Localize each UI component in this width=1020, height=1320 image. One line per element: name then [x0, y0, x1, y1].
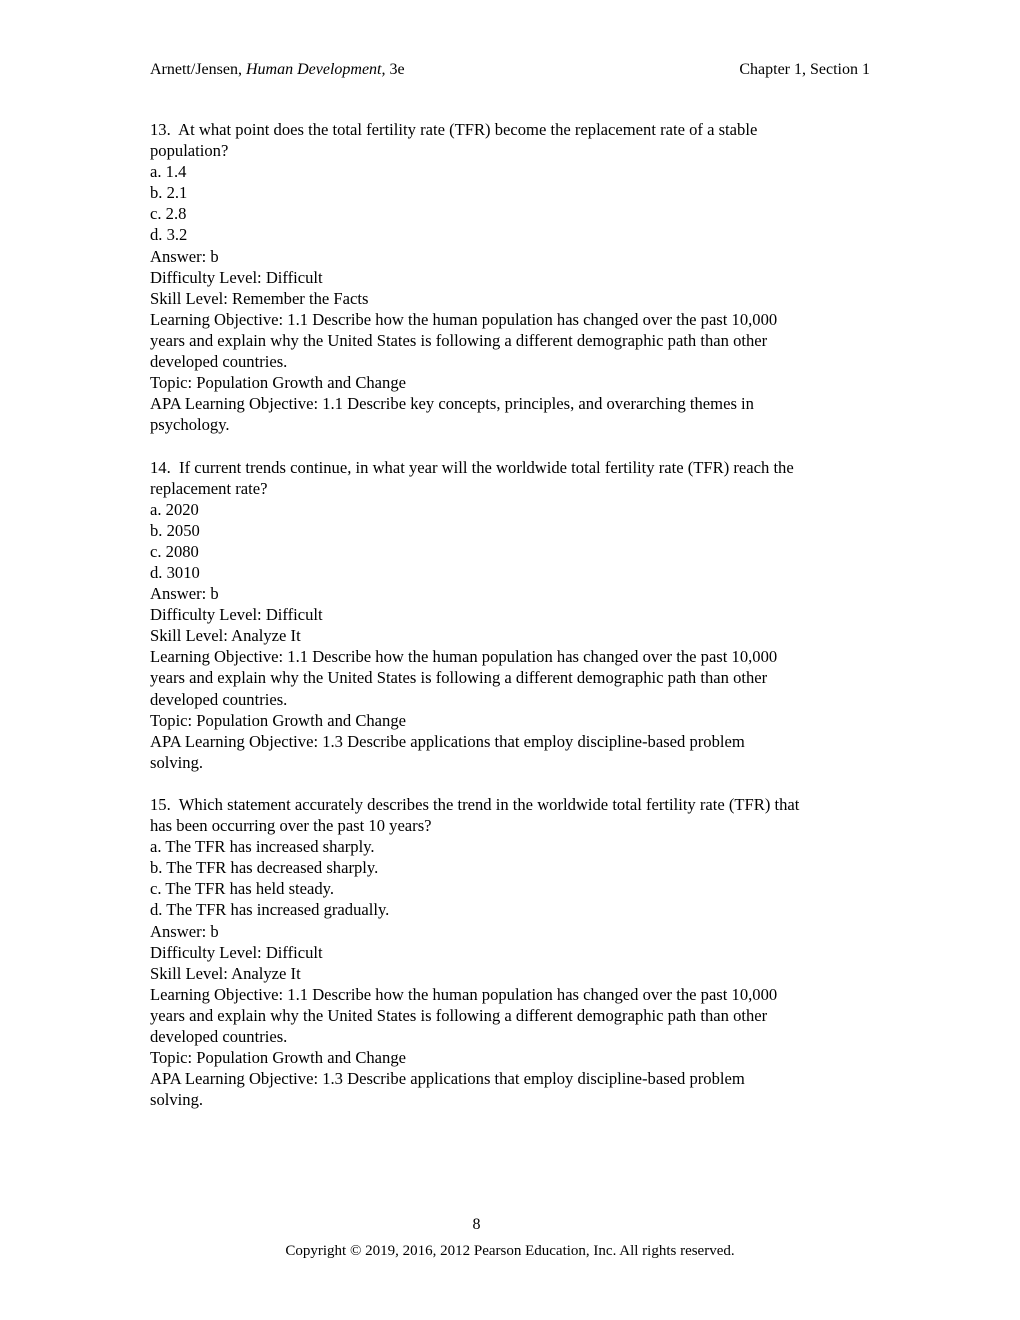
learning-objective-line: Learning Objective: 1.1 Describe how the human population has changed over the past 10,000 — [150, 647, 778, 667]
question-stem-line: 13. At what point does the total fertility rate (TFR) become the replacement rate of a stable — [150, 120, 758, 139]
apa-objective-line: solving. — [150, 1090, 204, 1110]
question-stem-line: replacement rate? — [150, 478, 268, 498]
answer-option-b: b. The TFR has decreased sharply. — [150, 858, 379, 878]
page-header — [150, 59, 870, 80]
page-number: 8 — [472, 1216, 481, 1233]
answer-option-d: d. 3010 — [150, 562, 200, 582]
answer-option-c: c. 2080 — [150, 541, 199, 561]
learning-objective-line: developed countries. — [150, 1027, 288, 1047]
skill-level: Skill Level: Remember the Facts — [150, 288, 369, 308]
apa-objective-line: APA Learning Objective: 1.1 Describe key concepts, principles, and overarching themes in — [150, 394, 754, 414]
difficulty-level: Difficulty Level: Difficult — [150, 267, 323, 287]
answer-option-a: a. The TFR has increased sharply. — [150, 837, 375, 857]
header-edition: 3e — [385, 61, 405, 78]
question-stem-line: 15. Which statement accurately describes the trend in the worldwide total fertility rate (TFR) that — [150, 795, 800, 814]
learning-objective-line: developed countries. — [150, 689, 288, 709]
question-stem-line: 14. If current trends continue, in what year will the worldwide total fertility rate (TFR) reach the — [150, 457, 794, 477]
answer-option-a: a. 2020 — [150, 499, 199, 519]
header-book-reference — [150, 59, 405, 80]
apa-objective-line: APA Learning Objective: 1.3 Describe applications that employ discipline-based problem — [150, 731, 745, 751]
difficulty-level: Difficulty Level: Difficult — [150, 605, 323, 625]
learning-objective-line: developed countries. — [150, 352, 288, 372]
question-14 — [150, 457, 872, 773]
question-stem-line: has been occurring over the past 10 years? — [150, 816, 432, 836]
apa-objective-line: psychology. — [150, 415, 230, 435]
apa-objective-line: solving. — [150, 752, 204, 772]
question-13 — [150, 119, 872, 435]
question-stem-line: population? — [150, 141, 229, 161]
apa-objective-line: APA Learning Objective: 1.3 Describe applications that employ discipline-based problem — [150, 1069, 745, 1089]
topic: Topic: Population Growth and Change — [150, 373, 407, 393]
difficulty-level: Difficulty Level: Difficult — [150, 942, 323, 962]
skill-level: Skill Level: Analyze It — [150, 626, 301, 646]
learning-objective-line: years and explain why the United States is following a different demographic path than other — [150, 330, 768, 350]
copyright-notice: Copyright © 2019, 2016, 2012 Pearson Education, Inc. All rights reserved. — [285, 1243, 735, 1259]
skill-level: Skill Level: Analyze It — [150, 963, 301, 983]
learning-objective-line: Learning Objective: 1.1 Describe how the human population has changed over the past 10,000 — [150, 309, 778, 329]
answer-key: Answer: b — [150, 584, 219, 604]
learning-objective-line: years and explain why the United States is following a different demographic path than other — [150, 1005, 768, 1025]
answer-option-a: a. 1.4 — [150, 162, 187, 182]
answer-key: Answer: b — [150, 246, 219, 266]
answer-option-c: c. The TFR has held steady. — [150, 879, 335, 899]
answer-option-d: d. 3.2 — [150, 225, 188, 245]
answer-option-c: c. 2.8 — [150, 204, 187, 224]
answer-option-b: b. 2050 — [150, 520, 200, 540]
learning-objective-line: Learning Objective: 1.1 Describe how the human population has changed over the past 10,000 — [150, 984, 778, 1004]
answer-key: Answer: b — [150, 921, 219, 941]
topic: Topic: Population Growth and Change — [150, 1048, 407, 1068]
answer-option-d: d. The TFR has increased gradually. — [150, 900, 390, 920]
header-book-title: Human Development, — [245, 61, 386, 78]
question-15 — [150, 794, 872, 1110]
question-list — [150, 119, 872, 1132]
header-chapter: Chapter 1, Section 1 — [739, 61, 870, 78]
learning-objective-line: years and explain why the United States is following a different demographic path than other — [150, 668, 768, 688]
topic: Topic: Population Growth and Change — [150, 710, 407, 730]
header-authors: Arnett/Jensen, — [150, 61, 246, 78]
answer-option-b: b. 2.1 — [150, 183, 188, 203]
